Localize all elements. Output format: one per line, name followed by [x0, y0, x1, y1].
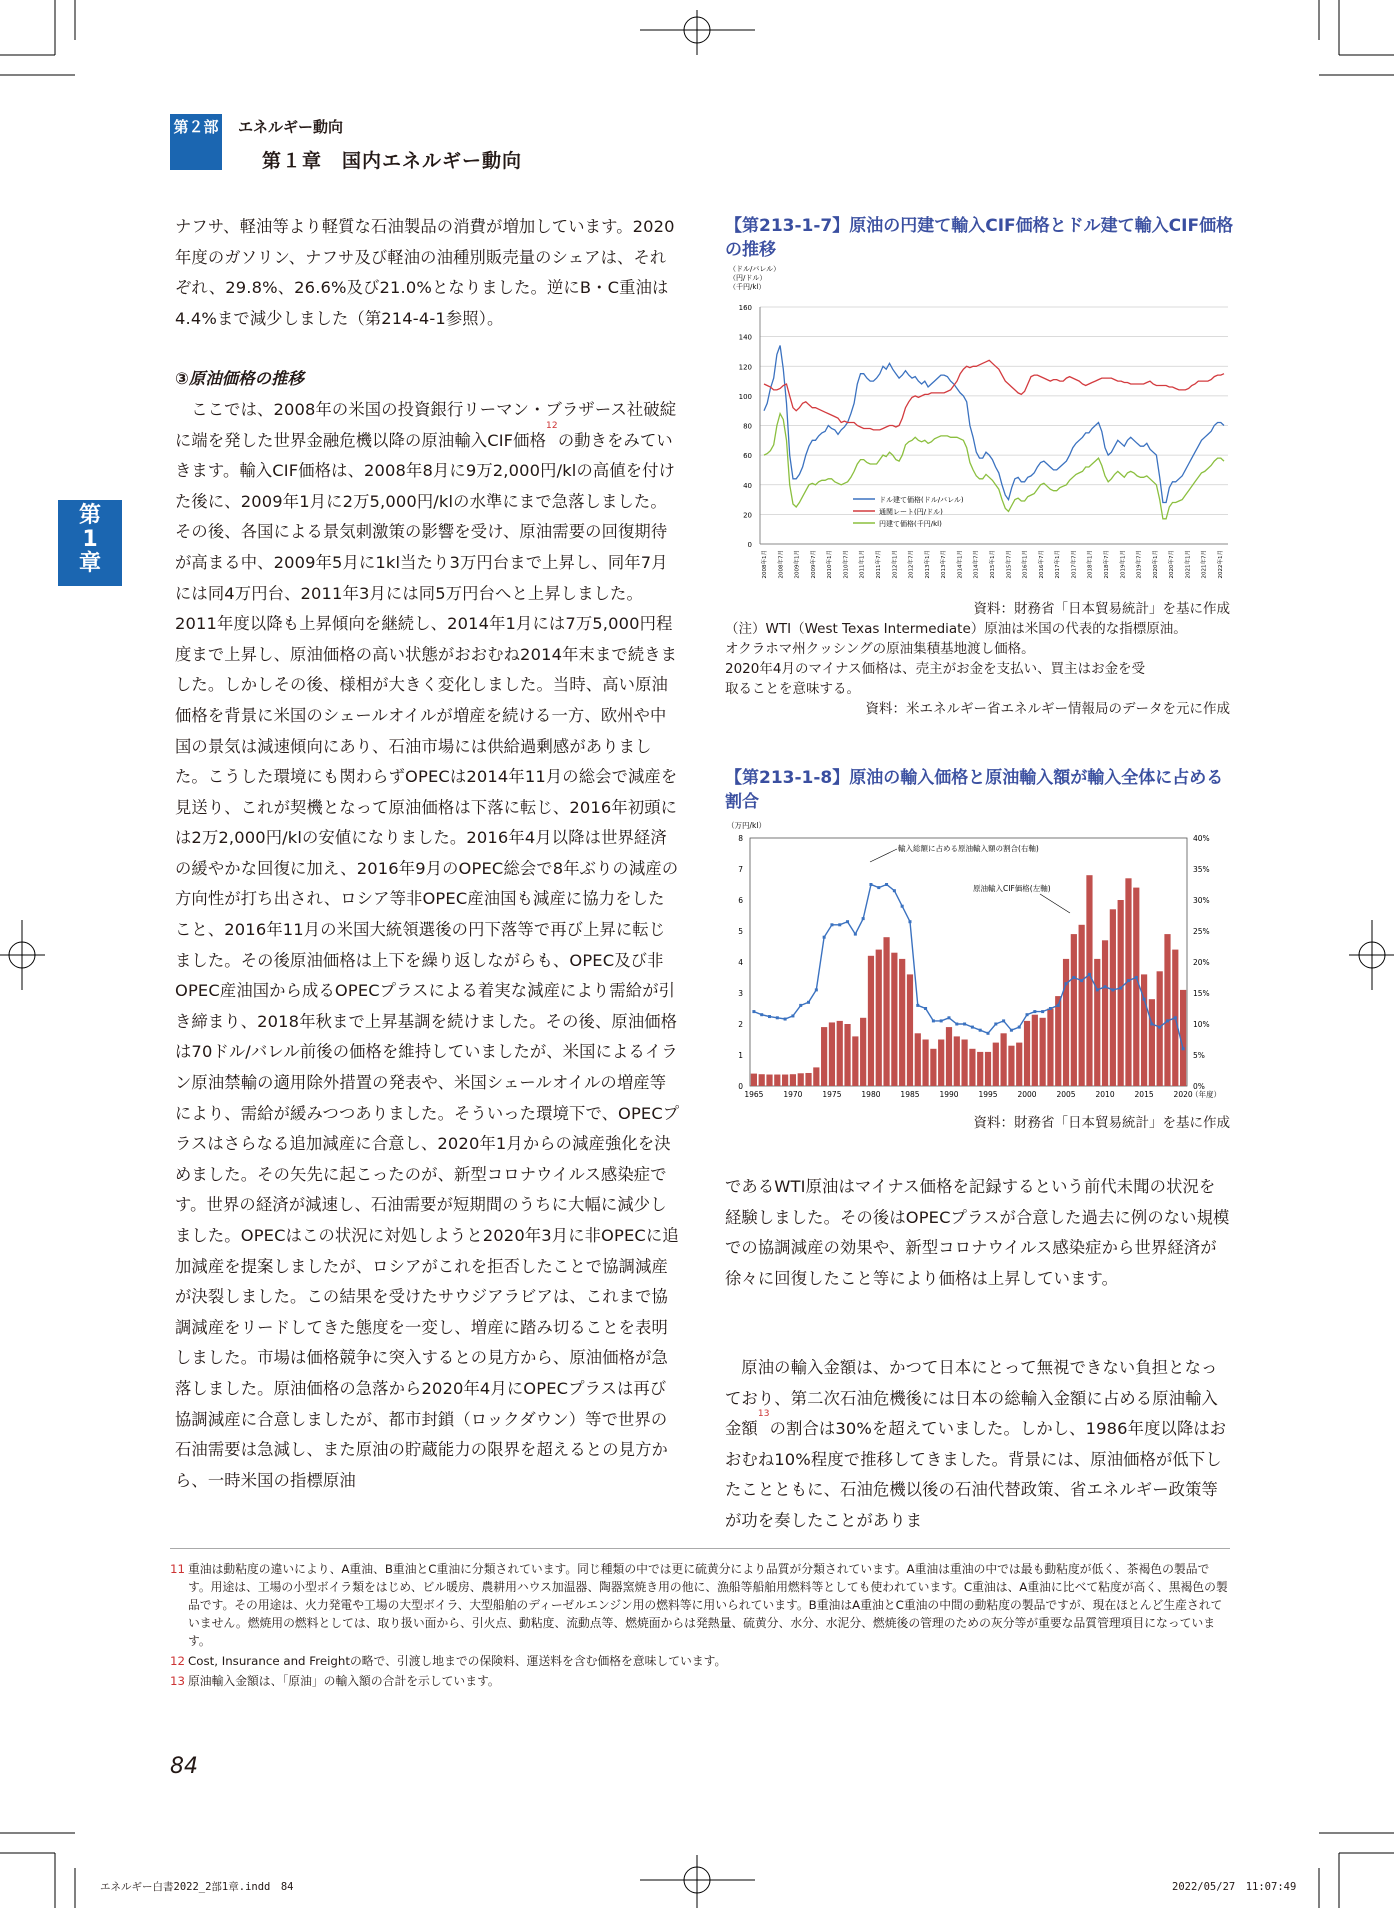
bar — [876, 950, 882, 1086]
line-marker — [1104, 985, 1107, 988]
note-source: 資料：米エネルギー省エネルギー情報局のデータを元に作成 — [865, 701, 1230, 717]
footer-file: エネルギー白書2022_2部1章.indd 84 — [100, 1881, 294, 1893]
bar — [805, 1073, 811, 1086]
y-tick-label: 6 — [738, 896, 743, 905]
bar — [1149, 999, 1155, 1086]
x-tick-label: 2011年1月 — [859, 550, 866, 579]
left-column — [175, 212, 680, 1496]
part-badge-bar — [170, 140, 222, 170]
unit-label: （ドル/バレル） — [729, 265, 781, 273]
x-tick-label: 2008年7月 — [778, 550, 785, 579]
line-marker — [955, 1023, 958, 1026]
note-line: （注）WTI（West Texas Intermediate）原油は米国の代表的な指標原油。 — [725, 621, 1187, 637]
x-axis-unit: （年度） — [1191, 1090, 1221, 1099]
bar — [751, 1074, 757, 1086]
line-marker — [877, 886, 880, 889]
unit-label: （千円/kl） — [729, 283, 766, 291]
line-marker — [1080, 979, 1083, 982]
legend-label: 通関レート(円/ドル) — [879, 508, 943, 516]
line-marker — [862, 917, 865, 920]
side-tab-line: 第 — [78, 503, 101, 528]
line-marker — [963, 1023, 966, 1026]
y-tick-label: 2 — [738, 1020, 743, 1029]
footnote — [170, 1560, 1230, 1650]
bar — [1008, 1046, 1014, 1086]
bar — [1164, 934, 1170, 1086]
line-marker — [979, 1029, 982, 1032]
line-marker — [1166, 1019, 1169, 1022]
bar — [946, 1027, 952, 1086]
footnote — [170, 1652, 1230, 1670]
bar — [907, 974, 913, 1086]
y-tick-label: 40 — [743, 481, 752, 490]
line-marker — [830, 923, 833, 926]
part-title: エネルギー動向 — [238, 118, 344, 136]
x-tick-label: 2018年7月 — [1104, 550, 1110, 579]
footnote-number: 12 — [170, 1654, 186, 1668]
line-marker — [885, 883, 888, 886]
note-line: 2020年4月のマイナス価格は、売主がお金を支払い、買主はお金を受 — [725, 661, 1146, 677]
right-column-para2 — [725, 1353, 1230, 1537]
line-marker — [1002, 1019, 1005, 1022]
footnote-text: 重油は動粘度の違いにより、A重油、B重油とC重油に分類されています。同じ種類の中では更に硫黄分により品質が分類されています。A重油は重油の中では最も動粘度が低く、茶褐色の製品です。用途は、工場の小型ボイラ類をはじめ、ビル暖房、農耕用ハウス加温器、陶器窯焼き用の他に、漁船等船舶用燃料等としても使われています。C重油は、A重油に比べて粘度が高く、黒褐色の製品です。その用途は、火力発電や工場の大型ボイラ、大型船舶のディーゼルエンジン用の燃料等に用いられています。B重油はA重油とC重油の中間の動粘度の製品ですが、現在ほとんど生産されていません。燃焼用の燃料としては、取り扱い面から、引火点、動粘度、流動点等、燃焼面からは発熱量、硫黄分、水分、水泥分、燃焼後の管理のための灰分等が重要な品質管理項目になっています。 — [188, 1562, 1228, 1648]
x-tick-label: 2020 — [1173, 1090, 1193, 1099]
body-text: 原油の輸入金額は、かつて日本にとって無視できない負担となっており、第二次石油危機後には日本の総輸入金額に占める原油輸入金額 — [725, 1358, 1218, 1439]
line-marker — [1158, 1026, 1161, 1029]
x-tick-label: 2015年1月 — [990, 550, 996, 579]
line-marker — [940, 1019, 943, 1022]
y-tick-label: 80 — [743, 422, 752, 431]
body-text: の動きをみていきます。輸入CIF価格は、2008年8月に9万2,000円/klの高値を付けた後に、2009年1月に2万5,000円/klの水準にまで急落しました。その後、各国による景気刺激策の影響を受け、原油需要の回復期待が高まる中、2009年5月に1kl当たり3万円台まで上昇し、同年7月には同4万円台、2011年3月には同5万円台へと上昇しました。2011年度以降も上昇傾向を継続し、2014年1月には7万5,000円程度まで上昇し、原油価格の高い状態がおおむね2014年末まで続きました。しかしその後、様相が大きく変化しました。当時、高い原油価格を背景に米国のシェールオイルが増産を続ける一方、欧州や中国の景気は減速傾向にあり、石油市場には供給過剰感がありました。こうした環境にも関わらずOPECは2014年11月の総会で減産を見送り、これが契機となって原油価格は下落に転じ、2016年初頭には2万2,000円/klの安値になりました。2016年4月以降は世界経済の緩やかな回復に加え、2016年9月のOPEC総会で8年ぶりの減産の方向性が打ち出され、ロシア等非OPEC産油国も減産に協力をしたこと、2016年11月の米国大統領選後の円下落等で再び上昇に転じました。その後原油価格は上下を繰り返しながらも、OPEC及び非OPEC産油国から成るOPECプラスによる着実な減産により需給が引き締まり、2018年秋まで上昇基調を続けました。その後、原油価格は70ドル/バレル前後の価格を維持していましたが、米国によるイラン原油禁輸の適用除外措置の発表や、米国シェールオイルの増産等により、需給が緩みつつありました。そういった環境下で、OPECプラスはさらなる追加減産に合意し、2020年1月からの減産強化を決めました。その矢先に起こったのが、新型コロナウイルス感染症です。世界の経済が減速し、石油需要が短期間のうちに大幅に減少しました。OPECはこの状況に対処しようと2020年3月に非OPECに追加減産を提案しましたが、ロシアがこれを拒否したことで協調減産が決裂しました。この結果を受けたサウジアラビアは、これまで協調減産をリードしてきた態度を一変し、増産に踏み切ることを表明しました。市場は価格競争に突入するとの見方から、原油価格が急落しました。原油価格の急落から2020年4月にOPECプラスは再び協調減産に合意しましたが、都市封鎖（ロックダウン）等で世界の石油需要は急減し、また原油の貯蔵能力の限界を超えるとの見方から、一時米国の指標原油 — [175, 430, 680, 1490]
bar — [1071, 934, 1077, 1086]
x-tick-label: 2013年1月 — [924, 550, 931, 579]
y-tick-label: 160 — [738, 304, 752, 312]
bar — [1016, 1043, 1022, 1086]
annotation-arrow — [1040, 894, 1070, 913]
footnotes — [170, 1560, 1230, 1692]
annotation-arrow — [870, 849, 897, 862]
bar — [1118, 900, 1124, 1086]
y2-tick-label: 25% — [1193, 927, 1210, 936]
line-marker — [932, 1019, 935, 1022]
x-tick-label: 2019年1月 — [1120, 550, 1127, 579]
x-tick-label: 2016年7月 — [1038, 550, 1045, 579]
bar — [1079, 925, 1085, 1086]
line-marker — [1135, 976, 1138, 979]
line-marker — [768, 1015, 771, 1018]
x-tick-label: 2013年7月 — [941, 550, 948, 579]
line-marker — [784, 1018, 787, 1021]
bar — [961, 1040, 967, 1087]
body-paragraph — [725, 1353, 1230, 1537]
line-marker — [1127, 979, 1130, 982]
bar — [813, 1067, 819, 1086]
figure1-chart — [725, 262, 1235, 592]
line-marker — [752, 1010, 755, 1013]
line-marker — [1143, 998, 1146, 1001]
x-tick-label: 1995 — [978, 1090, 998, 1099]
y-tick-label: 20 — [743, 511, 752, 520]
legend-label: 円建て価格(千円/kl) — [879, 520, 942, 528]
line-marker — [1057, 1004, 1060, 1007]
figure1-source: 資料：財務省「日本貿易統計」を基に作成 — [973, 601, 1230, 617]
x-tick-label: 2014年7月 — [973, 550, 980, 579]
line-marker — [838, 923, 841, 926]
body-paragraph: であるWTI原油はマイナス価格を記録するという前代未聞の状況を経験しました。その後はOPECプラスが合意した過去に例のない規模での協調減産の効果や、新型コロナウイルス感染症から世界経済が徐々に回復したこと等により価格は上昇しています。 — [725, 1177, 1230, 1288]
bar — [899, 959, 905, 1086]
x-tick-label: 2017年7月 — [1071, 550, 1078, 579]
x-tick-label: 2015 — [1134, 1090, 1154, 1099]
y2-tick-label: 30% — [1193, 896, 1210, 905]
bar — [915, 1033, 921, 1086]
line-marker — [1026, 1013, 1029, 1016]
line-marker — [916, 1004, 919, 1007]
x-tick-label: 2005 — [1056, 1090, 1076, 1099]
y2-tick-label: 10% — [1193, 1020, 1210, 1029]
bar — [1024, 1021, 1030, 1086]
line-marker — [1088, 973, 1091, 976]
x-tick-label: 2008年1月 — [762, 550, 768, 579]
y-tick-label: 5 — [738, 927, 743, 936]
bar — [766, 1075, 772, 1086]
bar — [1094, 959, 1100, 1086]
bar — [985, 1052, 991, 1086]
y2-tick-label: 35% — [1193, 865, 1210, 874]
footnote — [170, 1672, 1230, 1690]
bar — [1102, 940, 1108, 1086]
y-tick-label: 60 — [743, 452, 752, 461]
line-marker — [760, 1013, 763, 1016]
bar — [774, 1075, 780, 1086]
bar — [829, 1022, 835, 1086]
footnote-ref: 13 — [757, 1409, 770, 1420]
line-marker — [1111, 988, 1114, 991]
line-marker — [815, 988, 818, 991]
figure2-chart — [725, 818, 1235, 1106]
y2-tick-label: 5% — [1193, 1051, 1205, 1060]
bar — [860, 1018, 866, 1086]
body-text: ここでは、2008年の米国の投資銀行リーマン・ブラザース社破綻に端を発した世界金融危機以降の原油輸入CIF価格 — [175, 399, 677, 450]
y-tick-label: 8 — [738, 834, 743, 843]
right-column-para1 — [725, 1172, 1230, 1294]
bar — [790, 1074, 796, 1086]
line-marker — [893, 889, 896, 892]
side-tab-line: 章 — [78, 551, 101, 576]
figure1-note — [725, 619, 1245, 719]
line-marker — [799, 1004, 802, 1007]
note-line: オクラホマ州クッシングの原油集積基地渡し価格。 — [725, 641, 1035, 657]
x-tick-label: 2020年1月 — [1152, 550, 1159, 579]
y-tick-label: 7 — [738, 865, 743, 874]
x-tick-label: 2009年7月 — [810, 550, 817, 579]
y-tick-label: 120 — [738, 363, 752, 372]
x-tick-label: 1980 — [861, 1090, 881, 1099]
series-line — [764, 360, 1224, 430]
line-marker — [1010, 1029, 1013, 1032]
line-marker — [1150, 1023, 1153, 1026]
x-tick-label: 1970 — [783, 1090, 803, 1099]
line-marker — [1072, 976, 1075, 979]
bar — [969, 1049, 975, 1086]
line-marker — [807, 1001, 810, 1004]
bar — [922, 1040, 928, 1087]
bar — [993, 1043, 999, 1086]
y2-tick-label: 40% — [1193, 834, 1210, 843]
y2-tick-label: 20% — [1193, 958, 1210, 967]
bar — [868, 956, 874, 1086]
line-marker — [971, 1026, 974, 1029]
intro-paragraph: ナフサ、軽油等より軽質な石油製品の消費が増加しています。2020年度のガソリン、ナフサ及び軽油の油種別販売量のシェアは、それぞれ、29.8%、26.6%及び21.0%となりました。逆にB・C重油は4.4%まで減少しました（第214-4-1参照）。 — [175, 217, 675, 328]
bar — [938, 1040, 944, 1087]
y-tick-label: 1 — [738, 1051, 743, 1060]
annotation: 原油輸入CIF価格(左軸) — [973, 884, 1051, 893]
x-tick-label: 1975 — [822, 1090, 842, 1099]
page-number: 84 — [170, 1754, 198, 1779]
line-marker — [1041, 1010, 1044, 1013]
line-marker — [1018, 1026, 1021, 1029]
line-marker — [823, 936, 826, 939]
footnote-number: 13 — [170, 1674, 186, 1688]
bar — [852, 1036, 858, 1086]
line-marker — [1065, 982, 1068, 985]
x-tick-label: 2017年1月 — [1055, 550, 1062, 579]
y-tick-label: 3 — [738, 989, 743, 998]
x-tick-label: 2018年1月 — [1087, 550, 1094, 579]
chapter-title: 第１章 国内エネルギー動向 — [262, 150, 523, 172]
line-marker — [1096, 988, 1099, 991]
x-tick-label: 2012年7月 — [908, 550, 915, 579]
bar — [1157, 971, 1163, 1086]
annotation: 輸入総額に占める原油輸入額の割合(右軸) — [898, 844, 1039, 853]
line-marker — [869, 883, 872, 886]
x-tick-label: 2015年7月 — [1006, 550, 1013, 579]
bar — [891, 953, 897, 1086]
bar — [837, 1021, 843, 1086]
bar — [1110, 909, 1116, 1086]
line-marker — [1174, 1016, 1177, 1019]
footnote-rule — [170, 1548, 1230, 1549]
series-line — [764, 346, 1224, 503]
figure1-title: 【第213-1-7】原油の円建て輸入CIF価格とドル建て輸入CIF価格の推移 — [725, 216, 1234, 260]
unit-label: （円/ドル） — [729, 274, 767, 282]
x-tick-label: 2021年1月 — [1185, 550, 1192, 579]
footnote-number: 11 — [170, 1562, 186, 1576]
bar — [782, 1075, 788, 1086]
part-badge: 第２部 — [170, 114, 222, 140]
bar — [759, 1074, 765, 1086]
x-tick-label: 2016年1月 — [1022, 550, 1029, 579]
line-marker — [1119, 987, 1122, 990]
figure2-source: 資料：財務省「日本貿易統計」を基に作成 — [973, 1115, 1230, 1131]
x-tick-label: 2000 — [1017, 1090, 1037, 1099]
x-tick-label: 2009年1月 — [794, 550, 801, 579]
line-marker — [908, 920, 911, 923]
line-marker — [987, 1032, 990, 1035]
x-tick-label: 2022年1月 — [1218, 550, 1224, 579]
line-marker — [901, 905, 904, 908]
x-tick-label: 2010年7月 — [843, 550, 850, 579]
bar — [798, 1073, 804, 1086]
bar — [1040, 1018, 1046, 1086]
x-tick-label: 1985 — [900, 1090, 920, 1099]
x-tick-label: 2019年7月 — [1136, 550, 1143, 579]
footnote-ref: 12 — [546, 420, 558, 431]
y-tick-label: 100 — [738, 392, 752, 401]
y2-tick-label: 0% — [1193, 1082, 1205, 1091]
note-line: 取ることを意味する。 — [725, 681, 860, 697]
footnote-text: Cost, Insurance and Freightの略で、引渡し地までの保険料、運送料を含む価格を意味しています。 — [188, 1654, 727, 1668]
x-tick-label: 2021年7月 — [1201, 550, 1208, 579]
bar — [930, 1049, 936, 1086]
bar — [821, 1027, 827, 1086]
line-marker — [854, 933, 857, 936]
y-tick-label: 4 — [738, 958, 743, 967]
x-tick-label: 1965 — [744, 1090, 764, 1099]
line-marker — [846, 920, 849, 923]
line-marker — [947, 1016, 950, 1019]
line-marker — [994, 1023, 997, 1026]
y-tick-label: 0 — [747, 541, 752, 549]
line-marker — [1033, 1010, 1036, 1013]
x-tick-label: 2014年1月 — [957, 550, 964, 579]
side-tab-line: 1 — [82, 527, 98, 552]
line-marker — [1182, 1047, 1185, 1050]
body-paragraph — [175, 395, 680, 1496]
x-tick-label: 2020年7月 — [1169, 550, 1176, 579]
figure2-title: 【第213-1-8】原油の輸入価格と原油輸入額が輸入全体に占める割合 — [725, 768, 1224, 812]
bar — [1055, 996, 1061, 1086]
line-marker — [791, 1014, 794, 1017]
line-marker — [1049, 1007, 1052, 1010]
chapter-side-tab — [58, 500, 122, 586]
bar — [844, 1024, 850, 1086]
bar — [1086, 875, 1092, 1086]
bar — [1063, 959, 1069, 1086]
y2-tick-label: 15% — [1193, 989, 1210, 998]
x-tick-label: 2010 — [1095, 1090, 1115, 1099]
bar — [954, 1036, 960, 1086]
bar — [977, 1052, 983, 1086]
x-tick-label: 1990 — [939, 1090, 959, 1099]
footnote-text: 原油輸入金額は、「原油」の輸入額の合計を示しています。 — [188, 1674, 500, 1688]
y-tick-label: 140 — [738, 333, 752, 342]
bar — [883, 937, 889, 1086]
x-tick-label: 2011年7月 — [876, 550, 882, 579]
footer-timestamp: 2022/05/27 11:07:49 — [1172, 1881, 1297, 1893]
bar — [1001, 1033, 1007, 1086]
y-tick-label: 0 — [738, 1082, 743, 1091]
bar — [1133, 888, 1139, 1086]
section-heading: ③原油価格の推移 — [175, 369, 304, 389]
body-text: の割合は30%を超えていました。しかし、1986年度以降はおおむね10%程度で推移してきました。背景には、原油価格が低下したことともに、石油危機以後の石油代替政策、省エネルギー政策等が功を奏したことがありま — [725, 1419, 1227, 1530]
x-tick-label: 2012年1月 — [892, 550, 899, 579]
unit-label: （万円/kl） — [727, 821, 766, 830]
bar — [1047, 1009, 1053, 1087]
line-marker — [924, 1007, 927, 1010]
x-tick-label: 2010年1月 — [827, 550, 834, 579]
line-marker — [776, 1016, 779, 1019]
bar — [1032, 1015, 1038, 1086]
legend-label: ドル建て価格(ドル/バレル) — [879, 496, 964, 504]
